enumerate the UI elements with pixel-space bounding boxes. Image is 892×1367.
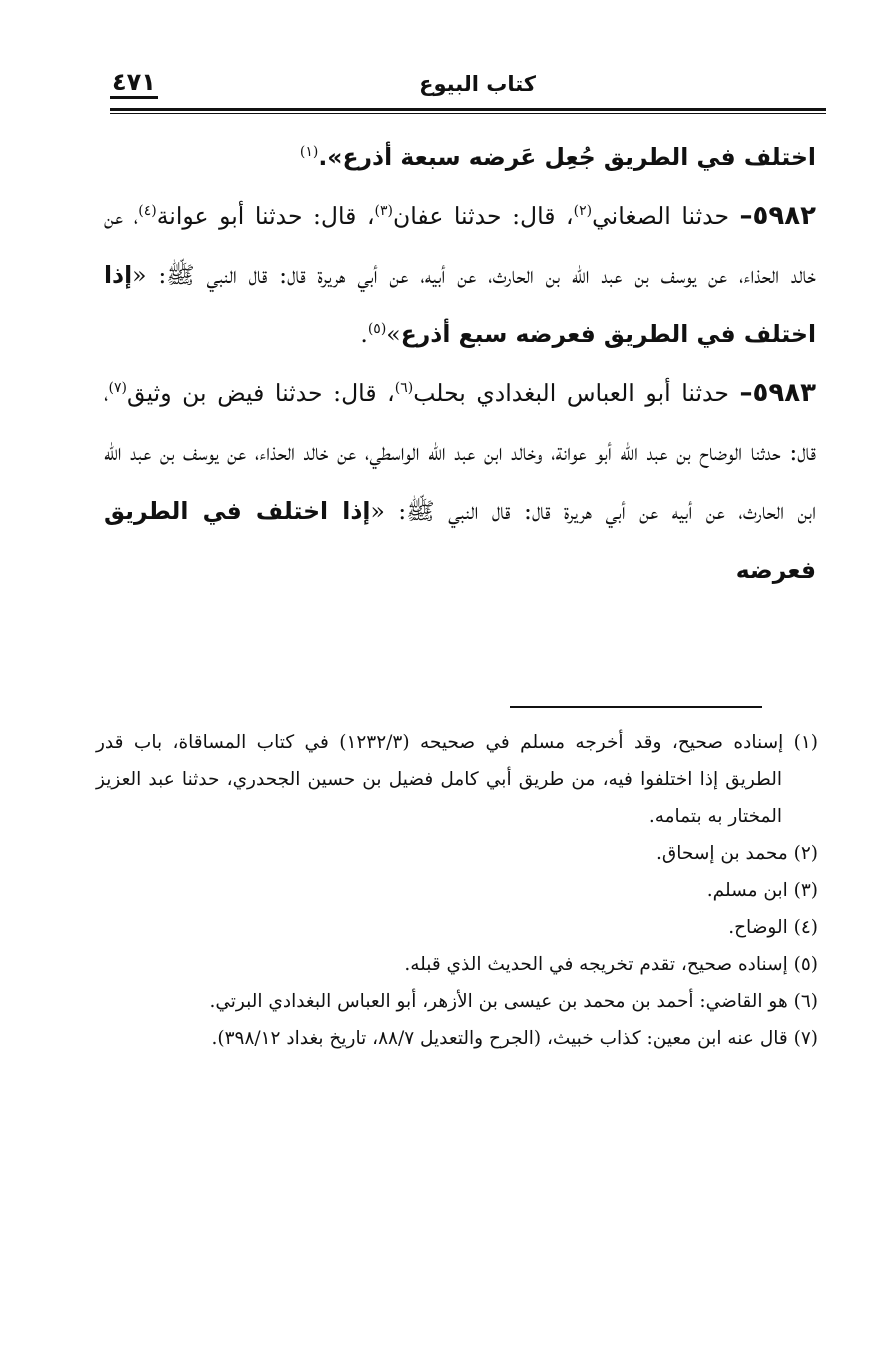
matn-text: إذا اختلف في الطريق فعرضه xyxy=(104,497,816,584)
continued-matn: اختلف في الطريق جُعِل عَرضه سبعة أذرع». xyxy=(318,143,816,171)
footnote-1: (١) إسناده صحيح، وقد أخرجه مسلم في صحيحه (١٢٣٢/٣) في كتاب المساقاة، باب قدر الطريق إذا اختلفوا فيه، من طريق أبي كامل فضيل بن حسين الجحدري، حدثنا عبد العزيز المختار به بتمامه. xyxy=(96,732,819,827)
footnote-5: (٥) إسناده صحيح، تقدم تخريجه في الحديث الذي قبله. xyxy=(404,954,818,975)
footnote-4: (٤) الوضاح. xyxy=(728,917,818,938)
period: . xyxy=(360,320,368,348)
footnote-ref-2: (٢) xyxy=(573,203,593,220)
footnote-3: (٣) ابن مسلم. xyxy=(706,880,818,901)
footnote-7: (٧) قال عنه ابن معين: كذاب خبيث، (الجرح والتعديل ٨٨/٧، تاريخ بغداد ٣٩٨/١٢). xyxy=(211,1028,818,1049)
isnad-text: ، قال: حدثنا أبو عوانة xyxy=(156,202,375,230)
footnote-ref-5: (٥) xyxy=(367,321,387,338)
footnote-6: (٦) هو القاضي: أحمد بن محمد بن عيسى بن الأزهر، أبو العباس البغدادي البرتي. xyxy=(209,991,818,1012)
continuation-line xyxy=(104,128,816,187)
footnote-ref-7: (٧) xyxy=(108,380,127,397)
hadith-5983 xyxy=(104,364,816,600)
footnotes xyxy=(96,724,818,1057)
footnote-ref-1: (١) xyxy=(299,144,319,161)
footnote-separator xyxy=(510,706,762,708)
isnad-text: ، عن خالد الحذاء، عن يوسف بن عبد الله بن الحارث، عن أبيه، عن أبي هريرة قال: قال النبي ﷺ: « xyxy=(104,202,816,289)
main-text xyxy=(104,128,816,600)
isnad-text: حدثنا أبو العباس البغدادي بحلب xyxy=(413,379,740,407)
isnad-text: حدثنا الصغاني xyxy=(592,202,740,230)
footnote-ref-4: (٤) xyxy=(138,203,157,220)
matn-text: إذا اختلف في الطريق فعرضه سبع أذرع xyxy=(104,261,816,348)
hadith-number: ٥٩٨٣– xyxy=(739,378,816,408)
quote-close: » xyxy=(386,320,401,348)
isnad-text: ، قال: حدثنا الوضاح بن عبد الله أبو عوانة، وخالد ابن عبد الله الواسطي، عن خالد الحذاء، عن يوسف بن عبد الله ابن الحارث، عن أبيه عن أبي هريرة قال: قال النبي ﷺ: « xyxy=(104,379,817,525)
hadith-number: ٥٩٨٢– xyxy=(739,201,816,231)
isnad-text: ، قال: حدثنا فيض بن وثيق xyxy=(126,379,395,407)
isnad-text: ، قال: حدثنا عفان xyxy=(393,202,574,230)
page-number: ٤٧١ xyxy=(110,68,158,99)
header-title: كتاب البيوع xyxy=(419,72,536,96)
footnote-ref-6: (٦) xyxy=(394,380,414,397)
header-rule xyxy=(110,108,826,111)
hadith-5982 xyxy=(104,187,816,364)
running-header xyxy=(108,68,826,108)
footnote-ref-3: (٣) xyxy=(374,203,394,220)
header-rule-thin xyxy=(110,113,826,114)
footnote-2: (٢) محمد بن إسحاق. xyxy=(656,843,818,864)
